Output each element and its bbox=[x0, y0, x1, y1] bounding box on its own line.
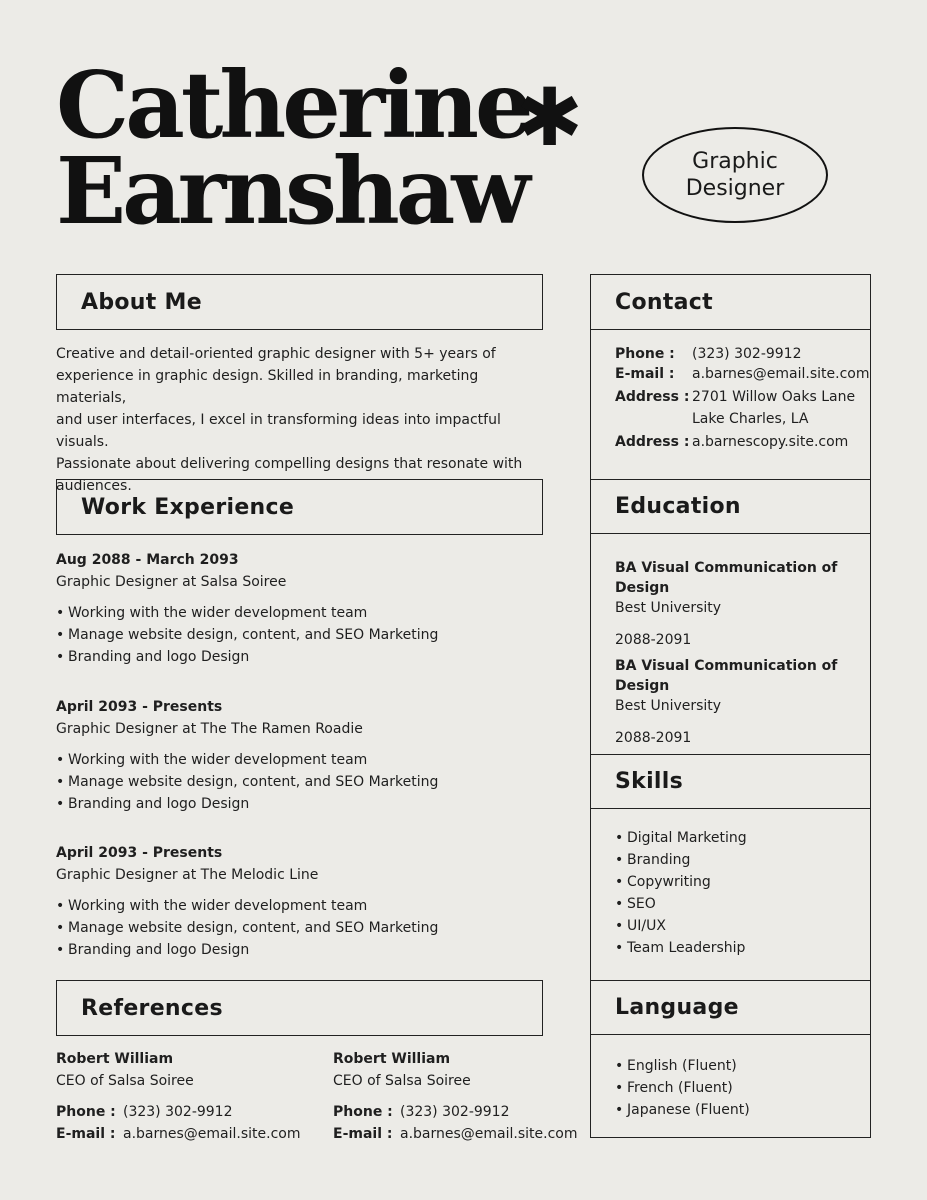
references-heading: References bbox=[56, 980, 543, 1036]
list-item: • English (Fluent) bbox=[615, 1055, 750, 1077]
education-years: 2088-2091 bbox=[615, 632, 692, 648]
list-item: • Branding and logo Design bbox=[56, 939, 536, 961]
about-line: and user interfaces, I excel in transforming ideas into impactful visuals. bbox=[56, 412, 501, 450]
reference-phone-row bbox=[333, 1101, 583, 1123]
education-heading: Education bbox=[591, 479, 870, 534]
about-line: audiences. bbox=[56, 478, 132, 494]
job-entry bbox=[56, 549, 536, 668]
job-dates: Aug 2088 - March 2093 bbox=[56, 552, 239, 568]
list-item: • Manage website design, content, and SEO Marketing bbox=[56, 771, 536, 793]
reference-entry bbox=[333, 1048, 583, 1145]
education-school: Best University bbox=[615, 698, 722, 714]
contact-web-row bbox=[615, 431, 865, 453]
about-line: experience in graphic design. Skilled in branding, marketing materials, bbox=[56, 368, 479, 406]
list-item: • Manage website design, content, and SEO Marketing bbox=[56, 624, 536, 646]
phone-value: (323) 302-9912 bbox=[400, 1104, 510, 1120]
asterisk-icon: ✱ bbox=[516, 71, 584, 164]
list-item: • Working with the wider development team bbox=[56, 602, 536, 624]
education-years: 2088-2091 bbox=[615, 730, 692, 746]
contact-address-row bbox=[615, 386, 865, 430]
skills-heading: Skills bbox=[591, 754, 870, 809]
list-item: • Manage website design, content, and SEO Marketing bbox=[56, 917, 536, 939]
email-label: E-mail : bbox=[333, 1126, 393, 1142]
role-line-1: Graphic bbox=[692, 149, 778, 174]
list-item: • Branding and logo Design bbox=[56, 646, 536, 668]
email-value: a.barnes@email.site.com bbox=[692, 366, 870, 382]
contact-details bbox=[615, 344, 870, 453]
about-line: Creative and detail-oriented graphic designer with 5+ years of bbox=[56, 346, 496, 362]
job-position: Graphic Designer at The Melodic Line bbox=[56, 867, 319, 883]
education-degree: BA Visual Communication of Design bbox=[615, 560, 838, 596]
reference-role: CEO of Salsa Soiree bbox=[56, 1073, 194, 1089]
job-duties bbox=[56, 895, 536, 961]
work-heading: Work Experience bbox=[56, 479, 543, 535]
job-dates: April 2093 - Presents bbox=[56, 845, 223, 861]
first-name: Catherine bbox=[56, 51, 530, 159]
email-label: E-mail : bbox=[56, 1126, 116, 1142]
candidate-name bbox=[56, 51, 530, 245]
reference-phone-row bbox=[56, 1101, 326, 1123]
list-item: • SEO bbox=[615, 893, 747, 915]
phone-value: (323) 302-9912 bbox=[123, 1104, 233, 1120]
address-label: Address : bbox=[615, 389, 690, 405]
education-entry bbox=[615, 558, 865, 650]
web-label: Address : bbox=[615, 434, 690, 450]
reference-role: CEO of Salsa Soiree bbox=[333, 1073, 471, 1089]
job-entry bbox=[56, 696, 536, 815]
last-name: Earnshaw bbox=[56, 137, 527, 245]
job-duties bbox=[56, 602, 536, 668]
list-item: • Working with the wider development team bbox=[56, 749, 536, 771]
address-line: Lake Charles, LA bbox=[692, 411, 809, 427]
language-list bbox=[615, 1055, 750, 1121]
about-heading: About Me bbox=[56, 274, 543, 330]
job-position: Graphic Designer at The The Ramen Roadie bbox=[56, 721, 363, 737]
reference-name: Robert William bbox=[56, 1051, 174, 1067]
about-line: Passionate about delivering compelling designs that resonate with bbox=[56, 456, 523, 472]
phone-label: Phone : bbox=[615, 346, 675, 362]
web-value: a.barnescopy.site.com bbox=[692, 434, 849, 450]
job-position: Graphic Designer at Salsa Soiree bbox=[56, 574, 287, 590]
sidebar bbox=[590, 274, 871, 1138]
contact-email-row bbox=[615, 364, 870, 384]
language-heading: Language bbox=[591, 980, 870, 1035]
reference-email-row bbox=[333, 1123, 583, 1145]
list-item: • Team Leadership bbox=[615, 937, 747, 959]
education-school: Best University bbox=[615, 600, 722, 616]
education-degree: BA Visual Communication of Design bbox=[615, 658, 838, 694]
reference-name: Robert William bbox=[333, 1051, 451, 1067]
reference-entry bbox=[56, 1048, 326, 1145]
role-badge bbox=[642, 127, 828, 223]
list-item: • Digital Marketing bbox=[615, 827, 747, 849]
list-item: • UI/UX bbox=[615, 915, 747, 937]
about-text bbox=[56, 343, 536, 497]
contact-heading: Contact bbox=[591, 275, 870, 330]
address-line: 2701 Willow Oaks Lane bbox=[692, 389, 856, 405]
email-label: E-mail : bbox=[615, 366, 675, 382]
phone-value: (323) 302-9912 bbox=[692, 346, 802, 362]
phone-label: Phone : bbox=[333, 1104, 393, 1120]
list-item: • French (Fluent) bbox=[615, 1077, 750, 1099]
job-dates: April 2093 - Presents bbox=[56, 699, 223, 715]
role-line-2: Designer bbox=[685, 176, 785, 201]
job-duties bbox=[56, 749, 536, 815]
phone-label: Phone : bbox=[56, 1104, 116, 1120]
skills-list bbox=[615, 827, 747, 959]
list-item: • Working with the wider development team bbox=[56, 895, 536, 917]
job-entry bbox=[56, 842, 536, 961]
reference-email-row bbox=[56, 1123, 326, 1145]
email-value: a.barnes@email.site.com bbox=[400, 1126, 578, 1142]
list-item: • Branding and logo Design bbox=[56, 793, 536, 815]
list-item: • Copywriting bbox=[615, 871, 747, 893]
contact-phone-row bbox=[615, 344, 865, 364]
list-item: • Branding bbox=[615, 849, 747, 871]
list-item: • Japanese (Fluent) bbox=[615, 1099, 750, 1121]
email-value: a.barnes@email.site.com bbox=[123, 1126, 301, 1142]
education-entry bbox=[615, 656, 865, 748]
